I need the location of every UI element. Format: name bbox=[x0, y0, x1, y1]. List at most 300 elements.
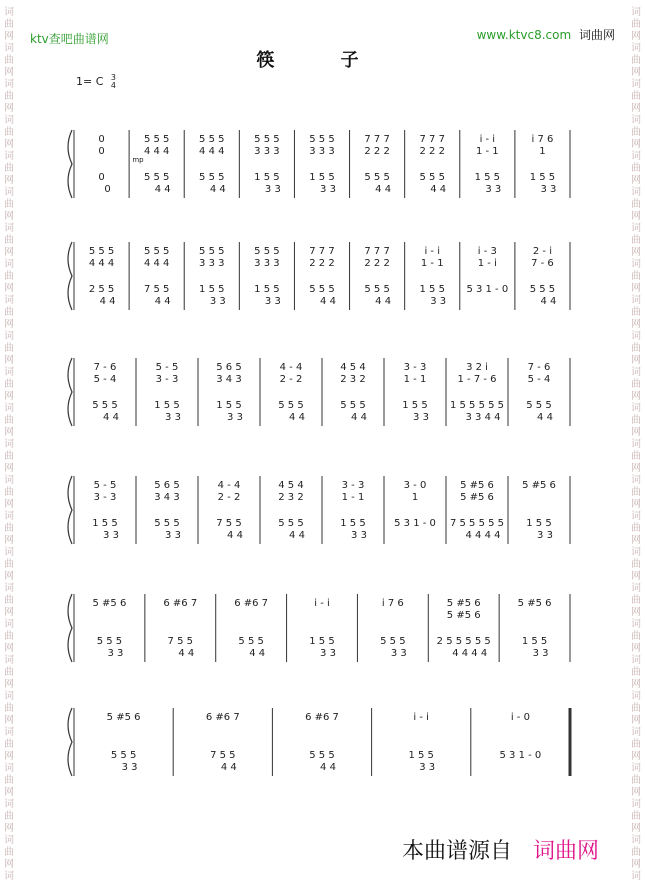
lower-note-row-1: 7 5 5 5 5 5 bbox=[449, 518, 505, 529]
upper-note-row-1: 5 6 5 bbox=[154, 480, 180, 491]
watermark-glyph: 词 bbox=[631, 871, 641, 882]
watermark-glyph: 词 bbox=[631, 223, 641, 234]
lower-note-row-1: 1 5 5 bbox=[529, 172, 556, 183]
watermark-glyph: 曲 bbox=[4, 559, 14, 570]
lower-note-row-2: 4 4 bbox=[209, 184, 226, 195]
watermark-glyph: 词 bbox=[631, 187, 641, 198]
watermark-glyph: 网 bbox=[4, 319, 14, 330]
lower-note-row-1: 1 5 5 bbox=[408, 750, 434, 761]
lower-note-row-2: 3 3 bbox=[485, 184, 502, 195]
lower-note-row-1: 1 5 5 bbox=[254, 172, 280, 183]
upper-note-row-1: 7 7 7 bbox=[364, 246, 390, 257]
lower-note-row-1: 7 5 5 bbox=[210, 750, 236, 761]
lower-note-row-2: 3 3 bbox=[540, 184, 557, 195]
watermark-glyph: 曲 bbox=[631, 523, 641, 534]
watermark-glyph: 曲 bbox=[4, 415, 14, 426]
watermark-glyph: 网 bbox=[4, 571, 14, 582]
watermark-glyph: 网 bbox=[4, 391, 14, 402]
lower-note-row-2: 4 4 bbox=[154, 296, 171, 307]
watermark-glyph: 词 bbox=[631, 403, 641, 414]
watermark-glyph: 曲 bbox=[631, 811, 641, 822]
upper-note-row-1: i - i bbox=[479, 134, 496, 145]
watermark-glyph: 曲 bbox=[631, 163, 641, 174]
lower-note-row-2: 4 4 bbox=[430, 184, 447, 195]
lower-note-row-1: 5 3 1 - 0 bbox=[466, 284, 509, 295]
upper-note-row-1: 5 5 5 bbox=[143, 246, 170, 257]
watermark-glyph: 曲 bbox=[631, 703, 641, 714]
upper-note-row-2: 4 4 4 bbox=[143, 146, 170, 157]
lower-note-row-2: 4 4 bbox=[375, 184, 392, 195]
upper-note-row-2: 3 4 3 bbox=[216, 374, 242, 385]
watermark-glyph: 曲 bbox=[631, 451, 641, 462]
watermark-glyph: 曲 bbox=[4, 703, 14, 714]
lower-note-row-1: 7 5 5 bbox=[143, 284, 170, 295]
lower-note-row-2: 3 3 bbox=[264, 184, 281, 195]
watermark-glyph: 网 bbox=[631, 103, 641, 114]
lower-note-row-2: 3 3 bbox=[532, 648, 549, 659]
upper-note-row-2: 2 2 2 bbox=[364, 258, 390, 269]
watermark-glyph: 曲 bbox=[631, 775, 641, 786]
watermark-glyph: 网 bbox=[631, 67, 641, 78]
watermark-glyph: 网 bbox=[4, 859, 14, 870]
watermark-glyph: 网 bbox=[4, 715, 14, 726]
lower-note-row-1: 1 5 5 bbox=[521, 636, 548, 647]
lower-note-row-1: 5 5 5 bbox=[380, 636, 406, 647]
watermark-glyph: 网 bbox=[631, 571, 641, 582]
lower-note-row-2: 3 3 bbox=[209, 296, 226, 307]
watermark-glyph: 曲 bbox=[4, 811, 14, 822]
upper-note-row-1: i 7 6 bbox=[381, 598, 404, 609]
upper-note-row-2: 3 3 3 bbox=[254, 258, 280, 269]
watermark-glyph: 网 bbox=[631, 463, 641, 474]
lower-note-row-1: 5 5 5 bbox=[419, 172, 445, 183]
lower-note-row-1: 2 5 5 bbox=[88, 284, 115, 295]
lower-note-row-1: 1 5 5 bbox=[254, 284, 280, 295]
upper-note-row-1: 5 #5 6 bbox=[460, 480, 494, 491]
watermark-glyph: 网 bbox=[631, 319, 641, 330]
lower-note-row-2: 3 3 bbox=[165, 412, 181, 423]
watermark-glyph: 网 bbox=[631, 247, 641, 258]
lower-note-row-1: 5 5 5 bbox=[364, 172, 390, 183]
dynamics-mark: mp bbox=[132, 156, 144, 164]
watermark-glyph: 曲 bbox=[631, 559, 641, 570]
upper-note-row-1: 3 - 3 bbox=[403, 362, 427, 373]
key-label: 1= C bbox=[76, 75, 104, 88]
watermark-glyph: 曲 bbox=[631, 91, 641, 102]
watermark-glyph: 网 bbox=[4, 499, 14, 510]
watermark-glyph: 曲 bbox=[4, 379, 14, 390]
lower-note-row-2: 3 3 bbox=[537, 530, 553, 541]
lower-note-row-1: 5 5 5 bbox=[92, 400, 118, 411]
upper-note-row-2: 4 4 4 bbox=[88, 258, 115, 269]
lower-note-row-2: 3 3 bbox=[320, 184, 336, 195]
lower-note-row-1: 5 5 5 bbox=[199, 172, 225, 183]
watermark-glyph: 词 bbox=[4, 151, 14, 162]
watermark-glyph: 词 bbox=[631, 619, 641, 630]
upper-note-row-1: 6 #6 7 bbox=[205, 712, 240, 723]
watermark-glyph: 词 bbox=[4, 799, 14, 810]
watermark-glyph: 网 bbox=[4, 103, 14, 114]
watermark-glyph: 曲 bbox=[4, 523, 14, 534]
lower-note-row-1: 5 3 1 - 0 bbox=[499, 750, 542, 761]
watermark-glyph: 词 bbox=[631, 151, 641, 162]
watermark-glyph: 网 bbox=[4, 535, 14, 546]
watermark-glyph: 网 bbox=[631, 31, 641, 42]
lower-note-row-1: 5 5 5 bbox=[278, 400, 304, 411]
upper-note-row-1: 5 #5 6 bbox=[92, 598, 127, 609]
lower-note-row-2: 4 4 bbox=[540, 296, 557, 307]
watermark-glyph: 曲 bbox=[631, 595, 641, 606]
lower-note-row-1: 5 5 5 bbox=[143, 172, 170, 183]
lower-note-row-1: 1 5 5 bbox=[216, 400, 242, 411]
lower-note-row-1: 7 5 5 bbox=[216, 518, 242, 529]
upper-note-row-1: 3 - 0 bbox=[403, 480, 427, 491]
lower-note-row-2: 4 4 bbox=[154, 184, 171, 195]
upper-note-row-2: 2 - 2 bbox=[217, 492, 241, 503]
lower-note-row-1: 0 bbox=[98, 172, 105, 183]
watermark-glyph: 网 bbox=[631, 751, 641, 762]
lower-note-row-2: 3 3 4 4 bbox=[465, 412, 501, 423]
watermark-glyph: 曲 bbox=[631, 199, 641, 210]
watermark-glyph: 曲 bbox=[631, 847, 641, 858]
system-brace bbox=[68, 476, 72, 544]
lower-note-row-1: 1 5 5 bbox=[309, 172, 335, 183]
watermark-glyph: 词 bbox=[4, 223, 14, 234]
lower-note-row-2: 3 3 bbox=[227, 412, 243, 423]
lower-note-row-1: 5 5 5 bbox=[309, 284, 335, 295]
watermark-glyph: 词 bbox=[4, 259, 14, 270]
lower-note-row-2: 4 4 bbox=[537, 412, 553, 423]
upper-note-row-1: 5 - 5 bbox=[93, 480, 117, 491]
lower-note-row-2: 4 4 4 4 bbox=[452, 648, 488, 659]
watermark-glyph: 词 bbox=[4, 295, 14, 306]
watermark-glyph: 词 bbox=[4, 7, 14, 18]
upper-note-row-1: 5 6 5 bbox=[216, 362, 242, 373]
watermark-glyph: 词 bbox=[4, 367, 14, 378]
lower-note-row-1: 1 5 5 bbox=[340, 518, 366, 529]
watermark-glyph: 网 bbox=[631, 391, 641, 402]
lower-note-row-1: 5 5 5 bbox=[238, 636, 264, 647]
lower-note-row-2: 0 bbox=[104, 184, 111, 195]
upper-note-row-2: 0 bbox=[98, 146, 105, 157]
watermark-glyph: 网 bbox=[4, 211, 14, 222]
watermark-glyph: 词 bbox=[631, 727, 641, 738]
watermark-glyph: 网 bbox=[631, 283, 641, 294]
lower-note-row-1: 5 5 5 bbox=[309, 750, 335, 761]
upper-note-row-1: 5 #5 6 bbox=[106, 712, 141, 723]
upper-note-row-1: 3 - 3 bbox=[341, 480, 365, 491]
upper-note-row-1: 5 5 5 bbox=[88, 246, 115, 257]
watermark-glyph: 词 bbox=[631, 367, 641, 378]
footer-source bbox=[402, 834, 599, 865]
watermark-glyph: 曲 bbox=[4, 631, 14, 642]
upper-note-row-2: 4 4 4 bbox=[199, 146, 225, 157]
watermark-glyph: 网 bbox=[4, 787, 14, 798]
watermark-glyph: 词 bbox=[4, 655, 14, 666]
watermark-glyph: 曲 bbox=[4, 343, 14, 354]
watermark-glyph: 曲 bbox=[631, 415, 641, 426]
watermark-glyph: 网 bbox=[4, 643, 14, 654]
watermark-glyph: 网 bbox=[631, 535, 641, 546]
upper-note-row-2: 1 - 1 bbox=[475, 146, 499, 157]
watermark-glyph: 网 bbox=[4, 607, 14, 618]
upper-note-row-2: 1 bbox=[411, 492, 419, 503]
watermark-glyph: 词 bbox=[631, 835, 641, 846]
watermark-glyph: 曲 bbox=[631, 667, 641, 678]
watermark-glyph: 曲 bbox=[631, 235, 641, 246]
watermark-glyph: 曲 bbox=[4, 55, 14, 66]
watermark-glyph: 词 bbox=[631, 691, 641, 702]
lower-note-row-2: 3 3 bbox=[103, 530, 119, 541]
upper-note-row-1: 7 7 7 bbox=[309, 246, 335, 257]
watermark-glyph: 词 bbox=[631, 43, 641, 54]
watermark-glyph: 网 bbox=[4, 751, 14, 762]
upper-note-row-2: 3 3 3 bbox=[199, 258, 225, 269]
lower-note-row-2: 4 4 bbox=[99, 296, 116, 307]
watermark-glyph: 网 bbox=[631, 499, 641, 510]
watermark-glyph: 曲 bbox=[631, 271, 641, 282]
upper-note-row-1: 5 5 5 bbox=[254, 246, 280, 257]
upper-note-row-2: 5 - 4 bbox=[527, 374, 551, 385]
upper-note-row-1: 5 5 5 bbox=[254, 134, 280, 145]
lower-note-row-1: 5 3 1 - 0 bbox=[394, 518, 436, 529]
watermark-glyph: 词 bbox=[4, 547, 14, 558]
lower-note-row-2: 4 4 bbox=[289, 412, 305, 423]
upper-note-row-1: 0 bbox=[98, 134, 105, 145]
lower-note-row-2: 3 3 bbox=[264, 296, 281, 307]
upper-note-row-1: i - i bbox=[314, 598, 330, 609]
lower-note-row-1: 5 5 5 bbox=[96, 636, 123, 647]
watermark-glyph: 网 bbox=[631, 679, 641, 690]
lower-note-row-1: 2 5 5 5 5 5 bbox=[436, 636, 491, 647]
watermark-glyph: 词 bbox=[4, 619, 14, 630]
watermark-glyph: 词 bbox=[4, 43, 14, 54]
upper-note-row-1: 4 5 4 bbox=[340, 362, 366, 373]
meter-bottom: 4 bbox=[110, 81, 116, 90]
watermark-glyph: 词 bbox=[631, 7, 641, 18]
watermark-glyph: 曲 bbox=[4, 487, 14, 498]
lower-note-row-1: 5 5 5 bbox=[340, 400, 366, 411]
lower-note-row-1: 1 5 5 5 5 5 bbox=[449, 400, 505, 411]
system-brace bbox=[68, 130, 72, 198]
watermark-glyph: 曲 bbox=[631, 127, 641, 138]
lower-note-row-1: 1 5 5 bbox=[199, 284, 225, 295]
watermark-glyph: 词 bbox=[631, 331, 641, 342]
watermark-glyph: 网 bbox=[4, 247, 14, 258]
watermark-glyph: 词 bbox=[631, 115, 641, 126]
watermark-glyph: 词 bbox=[4, 835, 14, 846]
watermark-glyph: 网 bbox=[631, 427, 641, 438]
watermark-glyph: 词 bbox=[4, 727, 14, 738]
watermark-glyph: 网 bbox=[631, 823, 641, 834]
watermark-glyph: 曲 bbox=[631, 739, 641, 750]
lower-note-row-1: 1 5 5 bbox=[154, 400, 180, 411]
watermark-glyph: 网 bbox=[4, 823, 14, 834]
watermark-glyph: 词 bbox=[4, 871, 14, 882]
upper-note-row-2: 3 3 3 bbox=[309, 146, 335, 157]
watermark-glyph: 曲 bbox=[4, 127, 14, 138]
watermark-glyph: 曲 bbox=[4, 307, 14, 318]
lower-note-row-2: 4 4 bbox=[289, 530, 305, 541]
lower-note-row-2: 3 3 bbox=[413, 412, 429, 423]
watermark-glyph: 网 bbox=[631, 175, 641, 186]
lower-note-row-2: 4 4 bbox=[320, 762, 336, 773]
upper-note-row-2: 5 - 4 bbox=[93, 374, 117, 385]
lower-note-row-1: 1 5 5 bbox=[419, 284, 445, 295]
upper-note-row-1: 5 5 5 bbox=[199, 134, 225, 145]
upper-note-row-2: 1 - i bbox=[477, 258, 497, 269]
watermark-glyph: 曲 bbox=[4, 667, 14, 678]
watermark-glyph: 曲 bbox=[631, 379, 641, 390]
watermark-glyph: 曲 bbox=[4, 91, 14, 102]
watermark-glyph: 网 bbox=[631, 355, 641, 366]
lower-note-row-2: 3 3 bbox=[165, 530, 181, 541]
watermark-glyph: 网 bbox=[4, 175, 14, 186]
watermark-glyph: 曲 bbox=[4, 199, 14, 210]
upper-note-row-1: 6 #6 7 bbox=[234, 598, 269, 609]
lower-note-row-2: 4 4 bbox=[351, 412, 367, 423]
upper-note-row-1: 2 - i bbox=[532, 246, 552, 257]
lower-note-row-1: 5 5 5 bbox=[364, 284, 390, 295]
watermark-glyph: 词 bbox=[4, 439, 14, 450]
song-title: 筷 子 bbox=[256, 50, 389, 71]
lower-note-row-1: 5 5 5 bbox=[278, 518, 304, 529]
system-brace bbox=[68, 708, 72, 776]
watermark-glyph: 曲 bbox=[4, 235, 14, 246]
system-brace bbox=[68, 358, 72, 426]
upper-note-row-2: 4 4 4 bbox=[143, 258, 170, 269]
lower-note-row-2: 3 3 bbox=[419, 762, 436, 773]
lower-note-row-2: 4 4 bbox=[320, 296, 336, 307]
header-url[interactable]: www.ktvc8.com bbox=[476, 28, 572, 42]
watermark-glyph: 词 bbox=[4, 79, 14, 90]
upper-note-row-1: 4 - 4 bbox=[279, 362, 303, 373]
watermark-glyph: 曲 bbox=[631, 19, 641, 30]
upper-note-row-2: 3 4 3 bbox=[154, 492, 180, 503]
upper-note-row-2: 2 2 2 bbox=[419, 146, 445, 157]
upper-note-row-1: i - 0 bbox=[510, 712, 530, 723]
upper-note-row-1: 5 #5 6 bbox=[446, 598, 481, 609]
upper-note-row-1: 5 #5 6 bbox=[517, 598, 552, 609]
upper-note-row-2: 1 - 1 bbox=[403, 374, 427, 385]
lower-note-row-2: 3 3 bbox=[121, 762, 138, 773]
watermark-glyph: 网 bbox=[631, 787, 641, 798]
watermark-glyph: 词 bbox=[4, 115, 14, 126]
lower-note-row-1: 1 5 5 bbox=[474, 172, 501, 183]
upper-note-row-2: 7 - 6 bbox=[531, 258, 554, 269]
watermark-glyph: 曲 bbox=[4, 163, 14, 174]
lower-note-row-1: 1 5 5 bbox=[402, 400, 428, 411]
watermark-glyph: 词 bbox=[4, 331, 14, 342]
watermark-glyph: 网 bbox=[4, 679, 14, 690]
upper-note-row-1: 5 #5 6 bbox=[522, 480, 556, 491]
lower-note-row-2: 4 4 4 4 bbox=[465, 530, 501, 541]
upper-note-row-1: 7 - 6 bbox=[93, 362, 117, 373]
watermark-glyph: 曲 bbox=[631, 343, 641, 354]
watermark-glyph: 曲 bbox=[4, 775, 14, 786]
watermark-glyph: 网 bbox=[4, 463, 14, 474]
upper-note-row-1: 4 5 4 bbox=[278, 480, 304, 491]
upper-note-row-2: 1 bbox=[539, 146, 546, 157]
upper-note-row-2: 1 - 7 - 6 bbox=[457, 374, 497, 385]
watermark-glyph: 网 bbox=[631, 607, 641, 618]
lower-note-row-1: 5 5 5 bbox=[526, 400, 552, 411]
header-site-left[interactable]: ktv查吧曲谱网 bbox=[30, 32, 109, 46]
watermark-glyph: 曲 bbox=[4, 595, 14, 606]
upper-note-row-1: 4 - 4 bbox=[217, 480, 241, 491]
header-site-right[interactable]: 词曲网 bbox=[578, 28, 615, 42]
watermark-glyph: 词 bbox=[4, 187, 14, 198]
upper-note-row-2: 1 - 1 bbox=[420, 258, 444, 269]
lower-note-row-1: 5 5 5 bbox=[110, 750, 137, 761]
upper-note-row-1: i 7 6 bbox=[531, 134, 554, 145]
watermark-glyph: 曲 bbox=[4, 847, 14, 858]
watermark-glyph: 网 bbox=[631, 643, 641, 654]
upper-note-row-1: 3 2 i bbox=[466, 362, 488, 373]
upper-note-row-2: 2 - 2 bbox=[279, 374, 303, 385]
watermark-glyph: 曲 bbox=[4, 739, 14, 750]
lower-note-row-1: 1 5 5 bbox=[526, 518, 552, 529]
watermark-glyph: 词 bbox=[631, 475, 641, 486]
watermark-glyph: 曲 bbox=[4, 271, 14, 282]
watermark-glyph: 网 bbox=[4, 427, 14, 438]
system-brace bbox=[68, 594, 72, 662]
upper-note-row-1: i - i bbox=[413, 712, 429, 723]
watermark-glyph: 词 bbox=[4, 403, 14, 414]
upper-note-row-2: 5 #5 6 bbox=[460, 492, 494, 503]
lower-note-row-1: 7 5 5 bbox=[167, 636, 194, 647]
watermark-glyph: 曲 bbox=[4, 451, 14, 462]
upper-note-row-1: 6 #6 7 bbox=[163, 598, 198, 609]
lower-note-row-1: 5 5 5 bbox=[154, 518, 180, 529]
watermark-glyph: 词 bbox=[631, 259, 641, 270]
watermark-glyph: 曲 bbox=[4, 19, 14, 30]
watermark-glyph: 词 bbox=[4, 763, 14, 774]
lower-note-row-2: 3 3 bbox=[107, 648, 124, 659]
upper-note-row-1: 5 5 5 bbox=[143, 134, 170, 145]
lower-note-row-2: 3 3 bbox=[320, 648, 336, 659]
upper-note-row-1: i - 3 bbox=[477, 246, 497, 257]
upper-note-row-2: 3 3 3 bbox=[254, 146, 280, 157]
upper-note-row-1: 7 7 7 bbox=[364, 134, 390, 145]
watermark-glyph: 词 bbox=[631, 655, 641, 666]
watermark-glyph: 网 bbox=[4, 67, 14, 78]
watermark-glyph: 词 bbox=[631, 763, 641, 774]
lower-note-row-1: 1 5 5 bbox=[309, 636, 335, 647]
watermark-glyph: 词 bbox=[4, 691, 14, 702]
watermark-glyph: 曲 bbox=[631, 631, 641, 642]
watermark-glyph: 词 bbox=[4, 511, 14, 522]
upper-note-row-2: 2 2 2 bbox=[309, 258, 335, 269]
lower-note-row-1: 5 5 5 bbox=[529, 284, 556, 295]
lower-note-row-1: 1 5 5 bbox=[92, 518, 118, 529]
watermark-glyph: 网 bbox=[631, 715, 641, 726]
upper-note-row-2: 3 - 3 bbox=[93, 492, 117, 503]
lower-note-row-2: 4 4 bbox=[249, 648, 266, 659]
upper-note-row-2: 5 #5 6 bbox=[446, 610, 481, 621]
lower-note-row-2: 4 4 bbox=[227, 530, 243, 541]
watermark-glyph: 网 bbox=[4, 139, 14, 150]
footer-site-name[interactable]: 词曲网 bbox=[532, 839, 599, 864]
watermark-glyph: 曲 bbox=[631, 487, 641, 498]
watermark-glyph: 词 bbox=[631, 547, 641, 558]
watermark-glyph: 网 bbox=[631, 139, 641, 150]
upper-note-row-2: 2 2 2 bbox=[364, 146, 390, 157]
lower-note-row-2: 4 4 bbox=[103, 412, 119, 423]
upper-note-row-1: i - i bbox=[424, 246, 440, 257]
upper-note-row-1: 5 5 5 bbox=[199, 246, 225, 257]
watermark-glyph: 曲 bbox=[631, 307, 641, 318]
